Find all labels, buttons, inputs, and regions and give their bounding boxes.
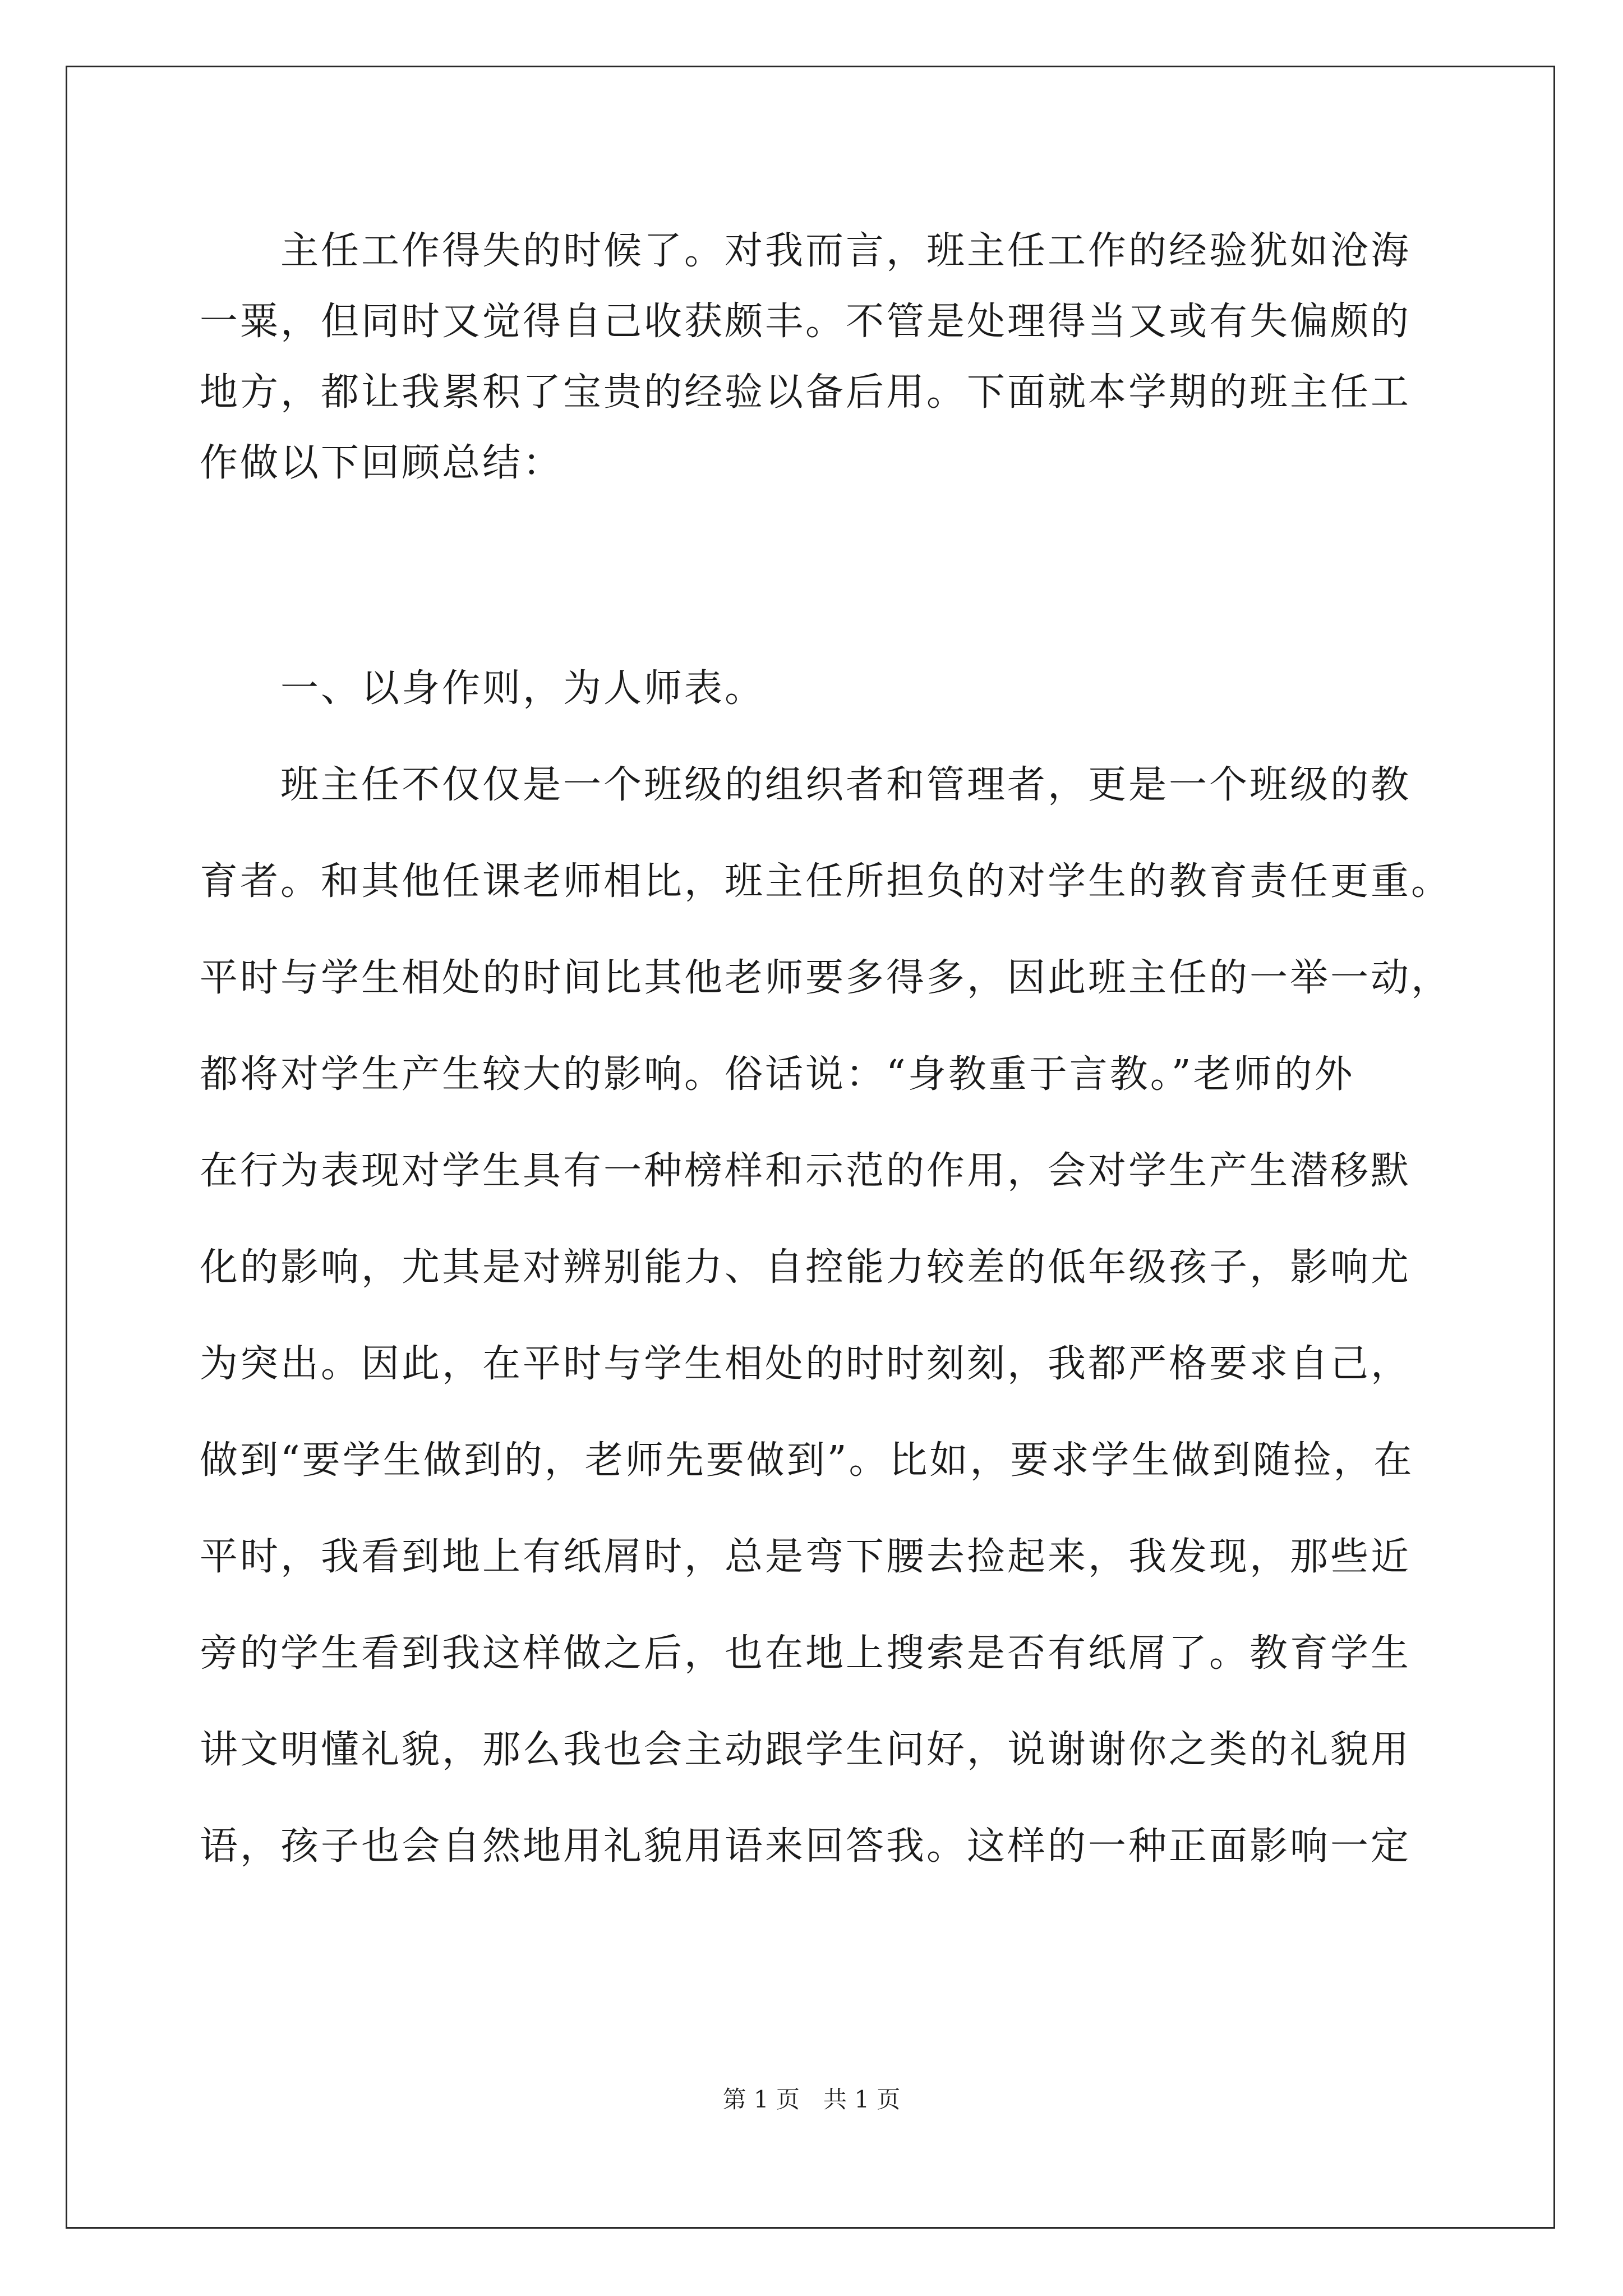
text-line: 在行为表现对学生具有一种榜样和示范的作用，会对学生产生潜移默 (200, 1149, 1412, 1193)
page-footer: 第 1 页 共 1 页 (722, 2086, 901, 2113)
text-line: 平时，我看到地上有纸屑时，总是弯下腰去捡起来，我发现，那些近 (200, 1535, 1412, 1579)
text-line: 作做以下回顾总结： (200, 441, 564, 485)
section-heading: 一、以身作则，为人师表。 (200, 666, 766, 711)
text-line: 一粟，但同时又觉得自己收获颇丰。不管是处理得当又或有失偏颇的 (200, 300, 1412, 344)
text-line: 语，孩子也会自然地用礼貌用语来回答我。这样的一种正面影响一定 (200, 1824, 1412, 1869)
text-line: 平时与学生相处的时间比其他老师要多得多，因此班主任的一举一动， (200, 956, 1452, 1000)
text-line: 都将对学生产生较大的影响。俗话说：“身教重于言教。”老师的外 (200, 1052, 1355, 1097)
text-line: 旁的学生看到我这样做之后，也在地上搜索是否有纸屑了。教育学生 (200, 1631, 1412, 1676)
text-line: 化的影响，尤其是对辨别能力、自控能力较差的低年级孩子，影响尤 (200, 1245, 1412, 1290)
text-line: 班主任不仅仅是一个班级的组织者和管理者，更是一个班级的教 (200, 763, 1412, 807)
text-line: 为突出。因此，在平时与学生相处的时时刻刻，我都严格要求自己， (200, 1342, 1412, 1386)
text-line: 地方，都让我累积了宝贵的经验以备后用。下面就本学期的班主任工 (200, 370, 1412, 415)
text-line: 育者。和其他任课老师相比，班主任所担负的对学生的教育责任更重。 (200, 859, 1452, 904)
text-line: 做到“要学生做到的，老师先要做到”。比如，要求学生做到随捡，在 (200, 1438, 1414, 1483)
text-line: 讲文明懂礼貌，那么我也会主动跟学生问好，说谢谢你之类的礼貌用 (200, 1728, 1412, 1772)
text-line: 主任工作得失的时候了。对我而言，班主任工作的经验犹如沧海 (200, 229, 1412, 273)
